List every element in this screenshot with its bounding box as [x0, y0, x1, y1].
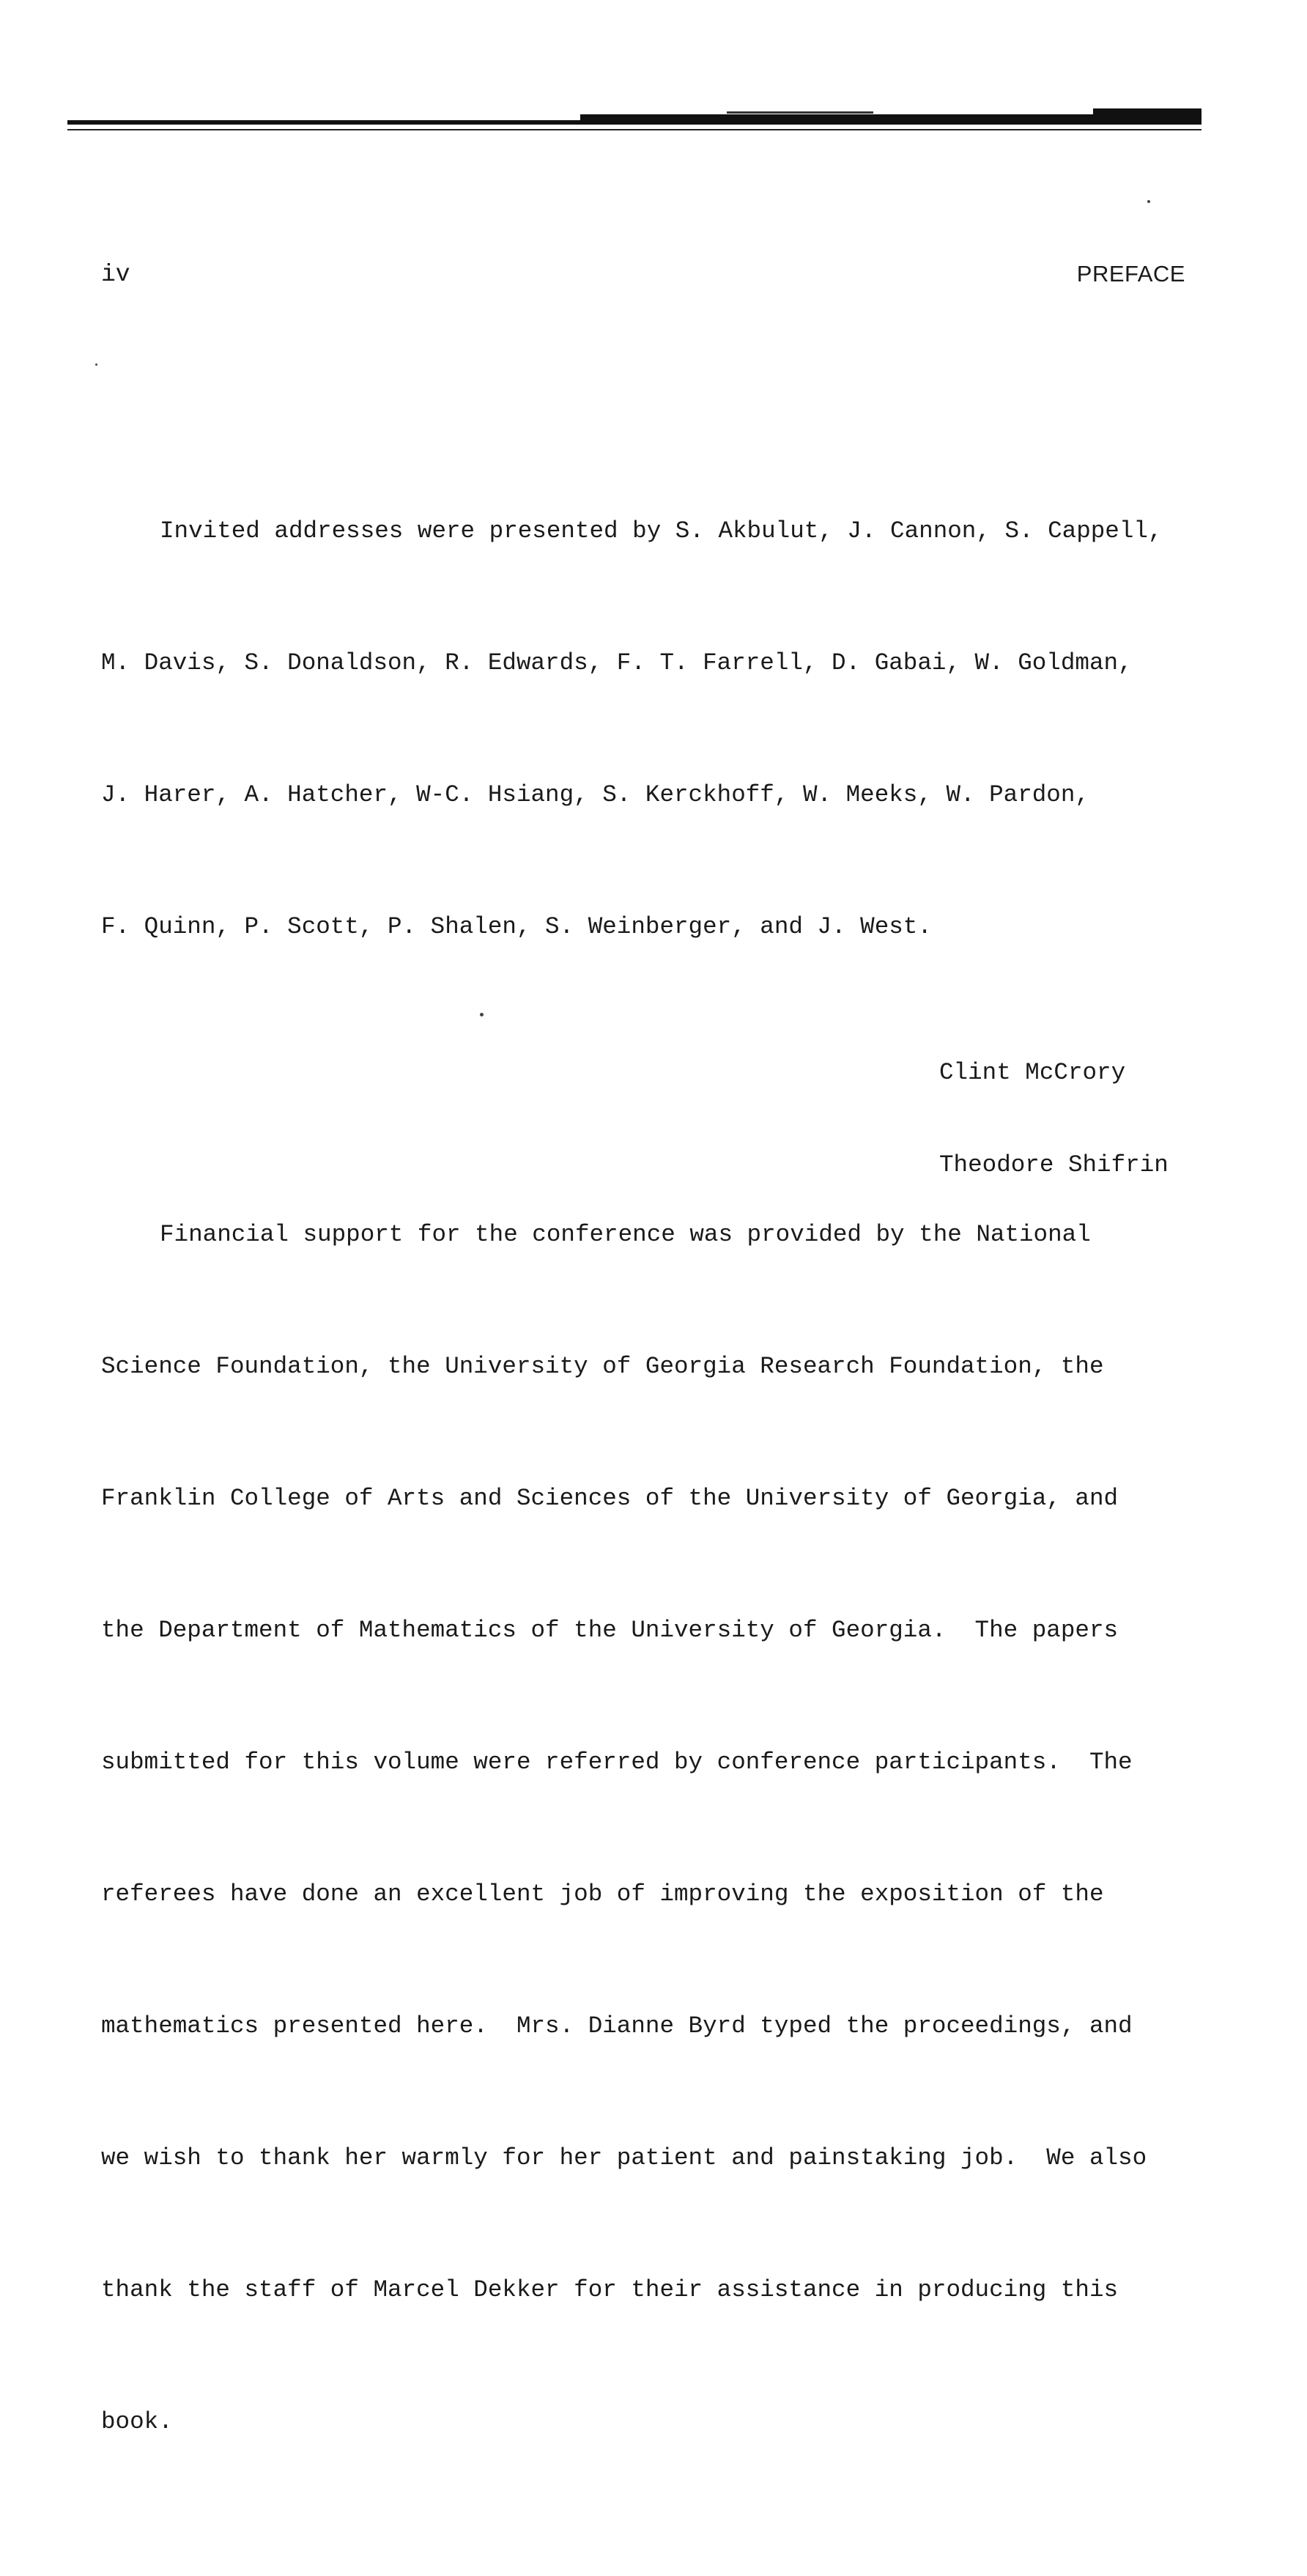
text-line: F. Quinn, P. Scott, P. Shalen, S. Weinberger, and J. West.: [101, 913, 932, 940]
scan-speck: [95, 363, 97, 366]
text-line: the Department of Mathematics of the University of Georgia. The papers: [101, 1617, 1119, 1644]
paragraph-financial-support: [101, 1125, 1200, 2532]
preface-body: [101, 333, 1200, 2576]
text-line: thank the staff of Marcel Dekker for their assistance in producing this: [101, 2276, 1119, 2303]
signature-name: Clint McCrory: [939, 1059, 1126, 1086]
signature-name: Theodore Shifrin: [939, 1151, 1169, 1178]
text-line: mathematics presented here. Mrs. Dianne Byrd typed the proceedings, and: [101, 2012, 1133, 2040]
running-head: PREFACE: [1076, 261, 1185, 287]
text-line: Science Foundation, the University of Georgia Research Foundation, the: [101, 1353, 1104, 1380]
text-line: Franklin College of Arts and Sciences of the University of Georgia, and: [101, 1485, 1119, 1512]
page-number: iv: [101, 261, 130, 288]
paragraph-invited-addresses: [101, 421, 1200, 1037]
text-line: J. Harer, A. Hatcher, W-C. Hsiang, S. Kerckhoff, W. Meeks, W. Pardon,: [101, 781, 1089, 808]
text-line: book.: [101, 2408, 173, 2435]
scan-speck: [1147, 200, 1150, 203]
text-line: Financial support for the conference was provided by the National: [160, 1221, 1091, 1248]
signature-block: [939, 996, 1169, 1211]
text-line: M. Davis, S. Donaldson, R. Edwards, F. T. Farrell, D. Gabai, W. Goldman,: [101, 649, 1133, 676]
text-line: referees have done an excellent job of improving the exposition of the: [101, 1881, 1104, 1908]
text-line: Invited addresses were presented by S. Akbulut, J. Cannon, S. Cappell,: [160, 517, 1163, 545]
text-line: submitted for this volume were referred by conference participants. The: [101, 1749, 1133, 1776]
text-line: we wish to thank her warmly for her patient and painstaking job. We also: [101, 2144, 1147, 2171]
header-rule: [67, 103, 1202, 141]
page-header: [101, 261, 1185, 293]
